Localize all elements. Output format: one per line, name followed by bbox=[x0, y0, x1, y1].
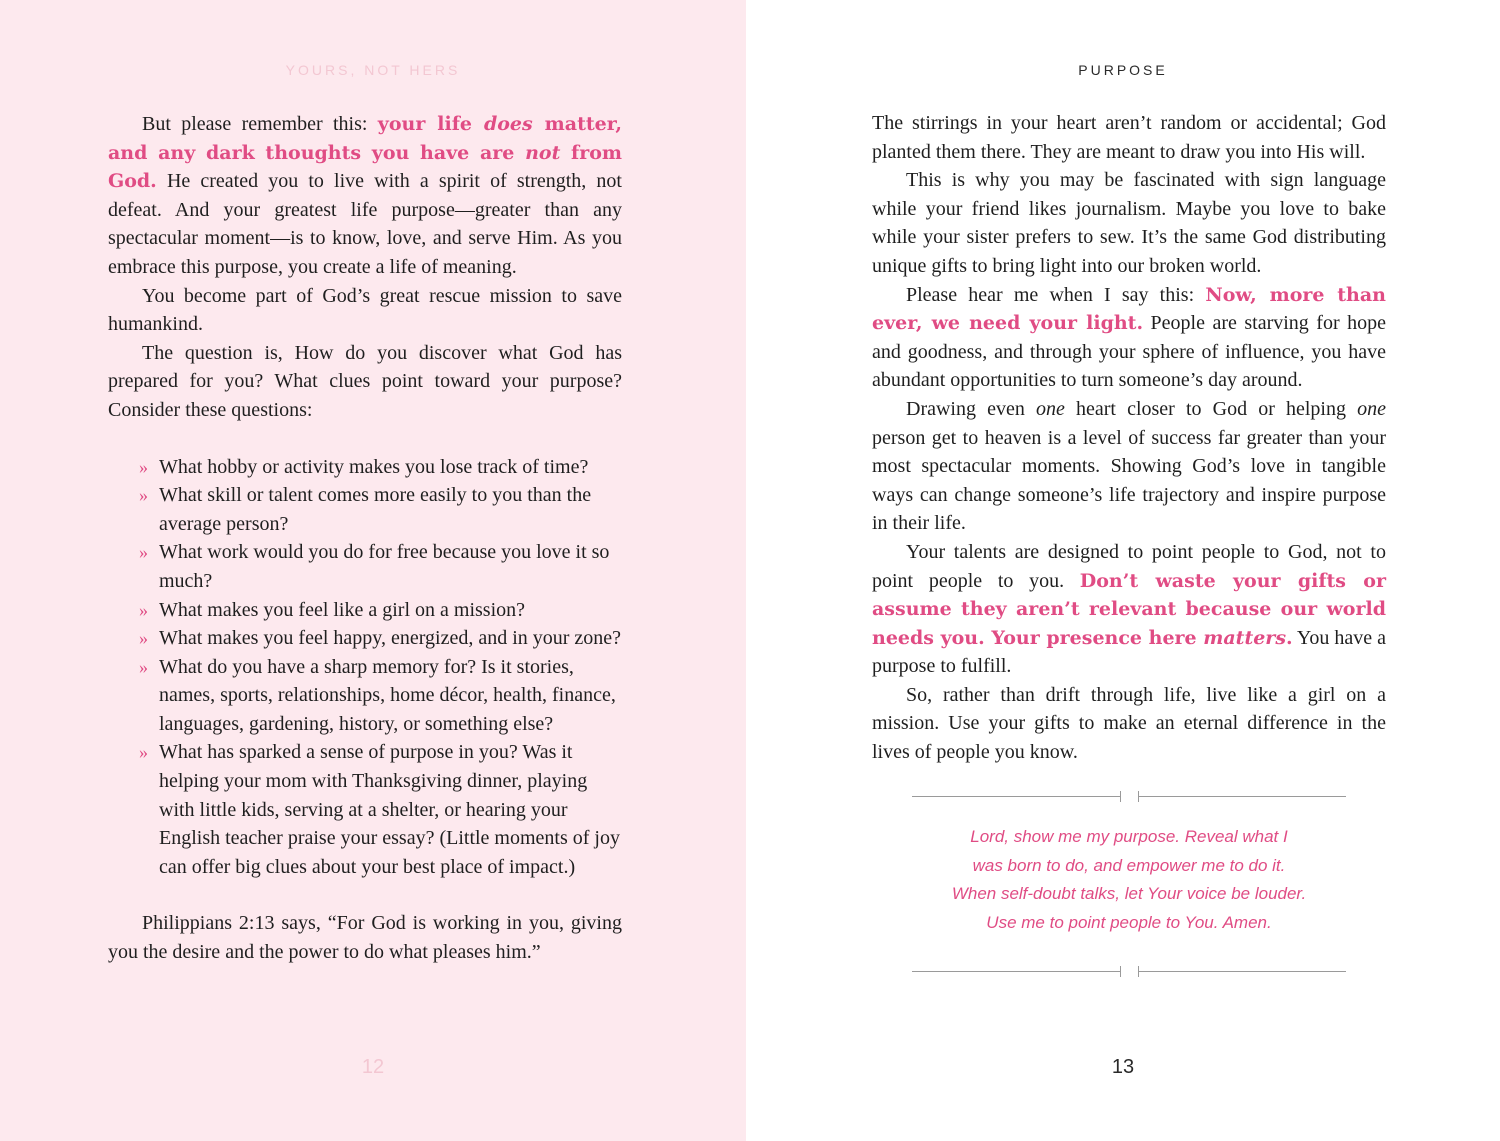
left-body-text bbox=[108, 110, 622, 967]
list-item bbox=[139, 481, 622, 538]
bullet-marker-icon: » bbox=[139, 485, 148, 506]
italic-word: one bbox=[1035, 397, 1065, 420]
scripture-paragraph: Philippians 2:13 says, “For God is working in you, giving you the desire and the power to do what pleases him.” bbox=[108, 912, 622, 964]
paragraph-segment: Drawing even bbox=[906, 397, 1036, 420]
paragraph: The question is, How do you discover what God has prepared for you? What clues point toward your purpose? Consider these questions: bbox=[108, 341, 622, 421]
paragraph bbox=[872, 281, 1386, 395]
ornament-divider-bottom bbox=[912, 966, 1346, 978]
ornament-divider-top bbox=[912, 791, 1346, 803]
page-number: 13 bbox=[1111, 1056, 1135, 1078]
left-page bbox=[0, 0, 746, 1141]
paragraph-segment: person get to heaven is a level of success far greater than your most spectacular moments. Showing God’s love in tangible ways can change someone’s life trajectory and inspire purpose in their life. bbox=[872, 426, 1386, 535]
running-head: PURPOSE bbox=[1078, 62, 1168, 78]
list-item-text: What makes you feel happy, energized, and in your zone? bbox=[159, 627, 622, 650]
list-item bbox=[139, 738, 622, 881]
list-item bbox=[139, 538, 622, 595]
list-item-text: What skill or talent comes more easily to you than the average person? bbox=[159, 484, 592, 535]
paragraph bbox=[108, 110, 622, 282]
paragraph: So, rather than drift through life, live like a girl on a mission. Use your gifts to make an eternal difference in the lives of people you know. bbox=[872, 683, 1386, 764]
bullet-marker-icon: » bbox=[139, 656, 148, 677]
list-item bbox=[139, 624, 622, 653]
highlighted-text: Now, more than ever, we need your light. bbox=[872, 283, 1386, 335]
prayer-line: Use me to point people to You. Amen. bbox=[986, 912, 1272, 932]
right-page bbox=[746, 0, 1500, 1141]
italic-word: one bbox=[1357, 397, 1387, 420]
prayer-line: Lord, show me my purpose. Reveal what I bbox=[970, 827, 1288, 846]
bullet-marker-icon: » bbox=[139, 628, 148, 649]
paragraph-segment: heart closer to God or helping bbox=[1064, 397, 1358, 420]
highlight-segment: Don’t waste your gifts or assume they aren’t relevant because our world needs you. Your presence here bbox=[872, 569, 1386, 649]
paragraph: You become part of God’s great rescue mission to save humankind. bbox=[108, 284, 622, 336]
list-item-text: What work would you do for free because you love it so much? bbox=[159, 541, 610, 592]
paragraph: The stirrings in your heart aren’t random or accidental; God planted them there. They are meant to draw you into His will. bbox=[872, 112, 1386, 163]
paragraph-lead: But please remember this: bbox=[142, 113, 378, 135]
page-number: 12 bbox=[361, 1056, 385, 1078]
highlight-segment: . bbox=[1286, 626, 1293, 649]
bullet-marker-icon: » bbox=[139, 542, 148, 563]
paragraph-lead: Please hear me when I say this: bbox=[906, 283, 1206, 306]
paragraph bbox=[872, 395, 1386, 538]
paragraph bbox=[872, 538, 1386, 681]
highlight-segment: matter, and any dark thoughts you have are bbox=[108, 113, 622, 164]
bullet-marker-icon: » bbox=[139, 456, 148, 477]
question-list bbox=[108, 453, 622, 882]
list-item-text: What has sparked a sense of purpose in you? Was it helping your mom with Thanksgiving dinner, playing with little kids, serving at a shelter, or hearing your English teacher praise your essay? (Little moments of joy can offer big clues about your best place of impact.) bbox=[159, 741, 620, 878]
prayer-line: was born to do, and empower me to do it. bbox=[972, 855, 1286, 875]
running-head: YOURS, NOT HERS bbox=[285, 62, 461, 78]
list-item bbox=[139, 453, 622, 482]
right-body-text bbox=[872, 109, 1386, 767]
paragraph: This is why you may be fascinated with sign language while your friend likes journalism. Maybe you love to bake while your sister prefers to sew. It’s the same God distributing unique gifts to bring light into our broken world. bbox=[872, 169, 1386, 277]
list-item bbox=[139, 596, 622, 625]
paragraph-rest: He created you to live with a spirit of strength, not defeat. And your greatest life purpose—greater than any spectacular moment—is to know, love, and serve Him. As you embrace this purpose, you create a life of meaning. bbox=[108, 170, 622, 278]
highlight-italic: does bbox=[483, 113, 533, 135]
bullet-marker-icon: » bbox=[139, 742, 148, 763]
list-item-text: What makes you feel like a girl on a mission? bbox=[159, 598, 526, 621]
bullet-marker-icon: » bbox=[139, 599, 148, 620]
list-item bbox=[139, 653, 622, 739]
list-item-text: What hobby or activity makes you lose track of time? bbox=[159, 455, 589, 478]
paragraph-lead: Your talents are designed to point people to God, not to point people to you. bbox=[872, 540, 1386, 592]
highlight-italic: not bbox=[525, 141, 561, 164]
highlight-segment: your life bbox=[377, 113, 484, 135]
paragraph-rest: You have a purpose to fulfill. bbox=[872, 626, 1386, 678]
paragraph-rest: People are starving for hope and goodness, and through your sphere of influence, you have abundant opportunities to turn someone’s day around. bbox=[872, 312, 1386, 392]
highlight-segment: from God. bbox=[108, 141, 623, 193]
prayer-block bbox=[906, 823, 1352, 937]
list-item-text: What do you have a sharp memory for? Is it stories, names, sports, relationships, home décor, health, finance, languages, gardening, history, or something else? bbox=[159, 655, 616, 735]
prayer-line: When self-doubt talks, let Your voice be louder. bbox=[951, 884, 1307, 904]
highlight-italic: matters bbox=[1203, 626, 1287, 649]
